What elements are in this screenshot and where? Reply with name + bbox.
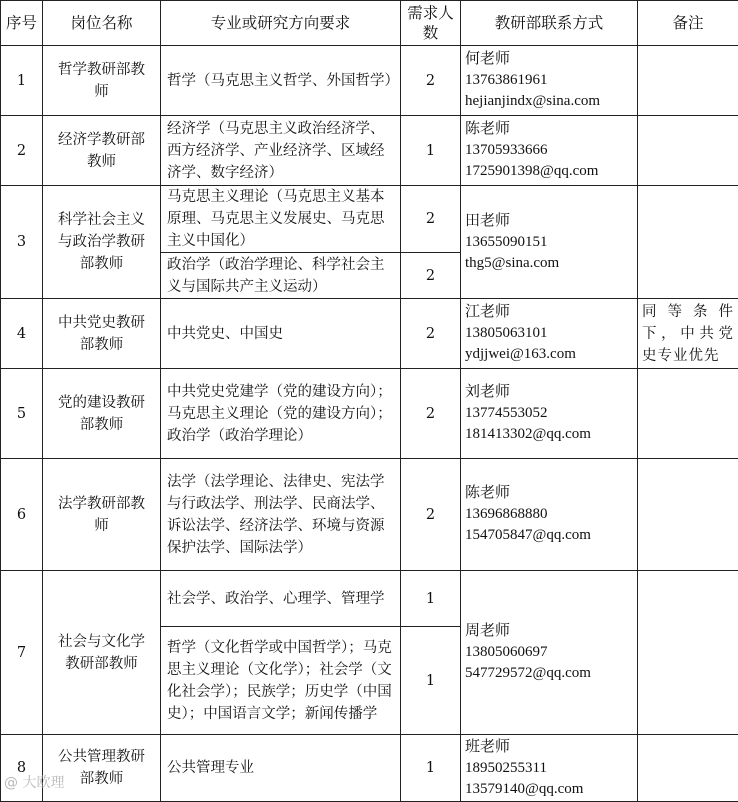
contact-phone: 13696868880 bbox=[465, 506, 548, 522]
contact-phone: 13805063101 bbox=[465, 325, 548, 341]
table-row bbox=[1, 299, 738, 369]
contact-phone: 13705933666 bbox=[465, 142, 548, 158]
header-row bbox=[1, 1, 738, 46]
cell-seq: 6 bbox=[1, 459, 43, 571]
table-row bbox=[1, 571, 738, 627]
cell-major: 法学（法学理论、法律史、宪法学与行政法学、刑法学、民商法学、诉讼法学、经济法学、环境与资源保护法学、国际法学） bbox=[161, 459, 401, 571]
contact-name: 陈老师 bbox=[465, 485, 511, 501]
contact-name: 江老师 bbox=[465, 304, 511, 320]
cell-seq: 2 bbox=[1, 116, 43, 186]
cell-position: 科学社会主义与政治学教研部教师 bbox=[43, 186, 161, 299]
cell-contact bbox=[461, 459, 638, 571]
cell-contact bbox=[461, 46, 638, 116]
cell-remark bbox=[638, 186, 738, 299]
cell-major: 社会学、政治学、心理学、管理学 bbox=[161, 571, 401, 627]
cell-position: 公共管理教研部教师 bbox=[43, 735, 161, 802]
cell-contact bbox=[461, 186, 638, 299]
cell-position: 社会与文化学教研部教师 bbox=[43, 571, 161, 735]
cell-count: 2 bbox=[401, 299, 461, 369]
header-contact: 教研部联系方式 bbox=[461, 1, 638, 46]
contact-email[interactable]: 181413302@qq.com bbox=[465, 426, 591, 442]
cell-remark bbox=[638, 116, 738, 186]
cell-seq: 8 bbox=[1, 735, 43, 802]
header-seq: 序号 bbox=[1, 1, 43, 46]
cell-seq: 1 bbox=[1, 46, 43, 116]
cell-count: 1 bbox=[401, 571, 461, 627]
cell-contact bbox=[461, 369, 638, 459]
contact-email[interactable]: thg5@sina.com bbox=[465, 254, 560, 271]
cell-seq: 5 bbox=[1, 369, 43, 459]
cell-seq: 7 bbox=[1, 571, 43, 735]
header-remark: 备注 bbox=[638, 1, 738, 46]
cell-count: 1 bbox=[401, 735, 461, 802]
cell-major: 哲学（文化哲学或中国哲学）；马克思主义理论（文化学）；社会学（文化社会学）；民族学；历史学（中国史）；中国语言文学；新闻传播学 bbox=[161, 627, 401, 735]
cell-remark bbox=[638, 571, 738, 735]
cell-position: 党的建设教研部教师 bbox=[43, 369, 161, 459]
cell-count: 2 bbox=[401, 186, 461, 253]
cell-major: 经济学（马克思主义政治经济学、西方经济学、产业经济学、区域经济学、数字经济） bbox=[161, 116, 401, 186]
contact-phone: 13655090151 bbox=[465, 233, 548, 250]
table-row bbox=[1, 46, 738, 116]
cell-contact bbox=[461, 735, 638, 802]
cell-count: 2 bbox=[401, 253, 461, 299]
cell-contact bbox=[461, 116, 638, 186]
cell-count: 1 bbox=[401, 627, 461, 735]
cell-position: 法学教研部教师 bbox=[43, 459, 161, 571]
cell-count: 1 bbox=[401, 116, 461, 186]
table-body bbox=[1, 46, 738, 802]
header-position: 岗位名称 bbox=[43, 1, 161, 46]
contact-email[interactable]: hejianjindx@sina.com bbox=[465, 93, 601, 109]
contact-name: 田老师 bbox=[465, 212, 511, 229]
contact-phone: 13774553052 bbox=[465, 405, 548, 421]
watermark-text: @ 大欧理 bbox=[4, 775, 65, 791]
cell-seq: 3 bbox=[1, 186, 43, 299]
cell-major: 马克思主义理论（马克思主义基本原理、马克思主义发展史、马克思主义中国化） bbox=[161, 186, 401, 253]
cell-contact bbox=[461, 571, 638, 735]
cell-count: 2 bbox=[401, 46, 461, 116]
cell-remark bbox=[638, 459, 738, 571]
cell-remark bbox=[638, 735, 738, 802]
cell-position: 经济学教研部教师 bbox=[43, 116, 161, 186]
header-major: 专业或研究方向要求 bbox=[161, 1, 401, 46]
table-row bbox=[1, 735, 738, 802]
table-row bbox=[1, 116, 738, 186]
contact-email[interactable]: 154705847@qq.com bbox=[465, 527, 591, 543]
contact-email[interactable]: 13579140@qq.com bbox=[465, 780, 584, 797]
contact-email[interactable]: 1725901398@qq.com bbox=[465, 163, 599, 179]
cell-position: 哲学教研部教师 bbox=[43, 46, 161, 116]
contact-email[interactable]: 547729572@qq.com bbox=[465, 665, 591, 681]
table-row bbox=[1, 369, 738, 459]
cell-major: 中共党史党建学（党的建设方向）；马克思主义理论（党的建设方向）；政治学（政治学理论） bbox=[161, 369, 401, 459]
contact-phone: 13763861961 bbox=[465, 72, 548, 88]
contact-name: 周老师 bbox=[465, 623, 511, 639]
contact-email[interactable]: ydjjwei@163.com bbox=[465, 346, 576, 362]
contact-name: 何老师 bbox=[465, 51, 511, 67]
cell-seq: 4 bbox=[1, 299, 43, 369]
contact-phone: 13805060697 bbox=[465, 644, 548, 660]
contact-phone: 18950255311 bbox=[465, 759, 547, 776]
header-count: 需求人数 bbox=[401, 1, 461, 46]
cell-major: 哲学（马克思主义哲学、外国哲学） bbox=[161, 46, 401, 116]
cell-remark bbox=[638, 369, 738, 459]
table-row bbox=[1, 186, 738, 253]
table-row bbox=[1, 459, 738, 571]
contact-name: 班老师 bbox=[465, 738, 511, 755]
contact-name: 刘老师 bbox=[465, 384, 511, 400]
cell-remark: 同等条件下，中共党史专业优先 bbox=[638, 299, 738, 369]
contact-name: 陈老师 bbox=[465, 121, 511, 137]
cell-remark bbox=[638, 46, 738, 116]
cell-major: 政治学（政治学理论、科学社会主义与国际共产主义运动） bbox=[161, 253, 401, 299]
cell-major: 中共党史、中国史 bbox=[161, 299, 401, 369]
cell-major: 公共管理专业 bbox=[161, 735, 401, 802]
cell-contact bbox=[461, 299, 638, 369]
cell-count: 2 bbox=[401, 459, 461, 571]
cell-count: 2 bbox=[401, 369, 461, 459]
cell-position: 中共党史教研部教师 bbox=[43, 299, 161, 369]
